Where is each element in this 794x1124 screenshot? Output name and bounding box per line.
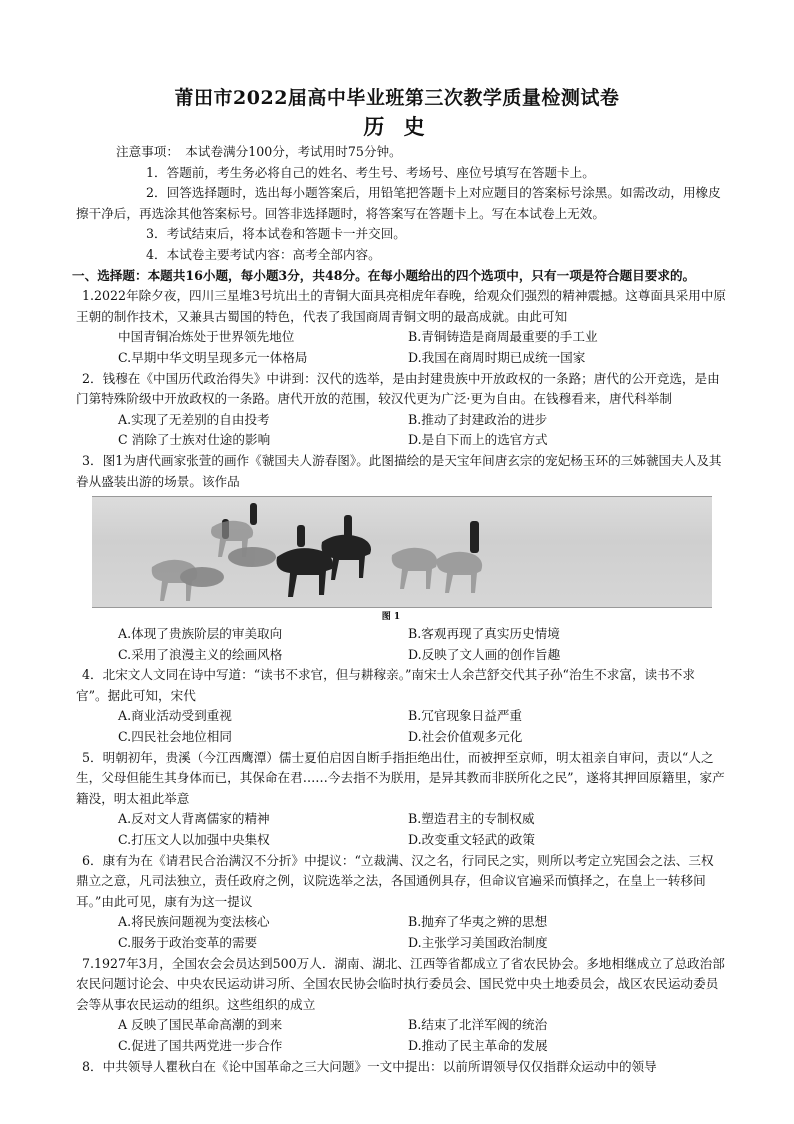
option-a: A.反对文人背离儒家的精神 [118, 811, 270, 827]
question-8-text: 8．中共领导人瞿秋白在《论中国革命之三大问题》一文中提出：以前所谓领导仅仅指群众运动中的领导 [82, 1058, 657, 1074]
option-b: B.塑造君主的专制权威 [408, 811, 535, 827]
option-d: D.是自下而上的选官方式 [408, 432, 548, 448]
question-2-text: 2．钱穆在《中国历代政治得失》中讲到：汉代的选举，是由封建贵族中开放政权的一条路；唐代的公开竞选，是由门第特殊阶级中开放政权的一条路。唐代开放的范围，较汉代更为广泛·更为自由。在钱穆看来，唐代科举制 [76, 370, 720, 407]
option-a: A.将民族问题视为变法核心 [118, 914, 270, 930]
question-7-text: 7.1927年3月，全国农会会员达到500万人．湖南、湖北、江西等省都成立了省农民协会。多地相继成立了总政治部农民问题讨论会、中央农民运动讲习所、全国农民协会临时执行委员会、国民党中央土地委员会，战区农民运动委员会等从事农民运动的组织。这些组织的成立 [76, 955, 725, 1012]
option-c: C.采用了浪漫主义的绘画风格 [118, 646, 283, 662]
option-a: A 反映了国民革命高潮的到来 [118, 1017, 283, 1033]
figure-caption: 图 1 [381, 612, 401, 623]
question-3-options [76, 624, 726, 665]
exam-content [72, 142, 726, 1077]
note-item-2: 2．回答选择题时，选出每小题答案后，用铅笔把答题卡上对应题目的答案标号涂黑。如需改动，用橡皮擦干净后，再选涂其他答案标号。回答非选择题时，将答案写在答题卡上。写在本试卷上无效。 [76, 185, 721, 221]
option-d: D.反映了文人画的创作旨趣 [408, 646, 561, 662]
option-c: C.服务于政治变革的需要 [118, 935, 258, 950]
option-c: C.四民社会地位相同 [118, 729, 232, 745]
note-item-4: 4．本试卷主要考试内容：高考全部内容。 [146, 246, 381, 262]
option-c: C.打压文人以加强中央集权 [118, 832, 270, 848]
option-d: D.改变重文轻武的政策 [408, 832, 535, 848]
option-b: B.客观再现了真实历史情境 [408, 626, 560, 642]
option-d: D.我国在商周时期已成统一国家 [408, 349, 586, 365]
option-d: D.推动了民主革命的发展 [408, 1037, 548, 1053]
exam-title: 莆田市2022届高中毕业班第三次教学质量检测试卷 [174, 87, 620, 109]
option-c: C.早期中华文明呈现多元一体格局 [118, 349, 308, 365]
question-3-text: 3．图1为唐代画家张萱的画作《虢国夫人游春图》。此图描绘的是天宝年间唐玄宗的宠妃杨玉环的三姊虢国夫人及其眷从盛装出游的场景。该作品 [76, 452, 722, 489]
subject-title: 历 史 [363, 114, 431, 139]
option-b: B.冗官现象日益严重 [408, 708, 523, 724]
option-b: B.结束了北洋军阀的统治 [408, 1017, 548, 1033]
question-6-options [76, 912, 726, 953]
question-1-options [76, 327, 726, 368]
notes-heading: 注意事项： 本试卷满分100分，考试用时75分钟。 [116, 144, 402, 159]
question-5-options [76, 809, 726, 850]
option-a: 中国青铜冶炼处于世界领先地位 [118, 329, 295, 345]
option-b: B.抛弃了华夷之辨的思想 [408, 914, 548, 930]
option-a: A.实现了无差别的自由投考 [118, 411, 270, 427]
question-6-text: 6．康有为在《请君民合治满汉不分折》中提议：“立裁满、汉之名，行同民之实，则所以考定立宪国会之法、三权鼎立之意，凡司法独立，责任政府之例，议院选举之法，各国通例具存，但命议官遍采而慎择之，在皇上一转移间耳。”由此可见，康有为这一提议 [76, 852, 714, 909]
painting-figure [92, 496, 712, 608]
option-b: B.青铜铸造是商周最重要的手工业 [408, 329, 598, 345]
note-item-3: 3．考试结束后，将本试卷和答题卡一并交回。 [146, 226, 406, 242]
option-d: D.社会价值观多元化 [408, 729, 523, 745]
option-b: B.推动了封建政治的进步 [408, 411, 548, 427]
question-1-text: 1.2022年除夕夜，四川三星堆3号坑出土的青铜大面具亮相虎年春晚，给观众们强烈的精神震撼。这尊面具采用中原王朝的制作技术，又兼具古蜀国的特色，代表了我国商周青铜文明的最高成就。由此可知 [76, 288, 726, 324]
question-2-options [76, 410, 726, 451]
option-c: C 消除了士族对仕途的影响 [118, 432, 271, 448]
question-7-options [76, 1015, 726, 1056]
question-5-text: 5．明朝初年，贵溪（今江西鹰潭）儒士夏伯启因自断手指拒绝出仕，而被押至京师，明太祖亲自审问，责以“人之生，父母但能生其身体而已，其保命在君……今去指不为朕用，是异其教而非朕所化之民”，遂将其押回原籍里，家产籍没，明太祖此举意 [76, 749, 725, 806]
note-item-1: 1．答题前，考生务必将自己的姓名、考生号、考场号、座位号填写在答题卡上。 [146, 164, 595, 180]
option-c: C.促进了国共两党进一步合作 [118, 1037, 283, 1053]
section-heading: 一、选择题：本题共16小题，每小题3分，共48分。在每小题给出的四个选项中，只有一项是符合题目要求的。 [72, 267, 696, 283]
option-d: D.主张学习美国政治制度 [408, 935, 548, 950]
question-4-options [76, 706, 726, 747]
option-a: A.商业活动受到重视 [118, 708, 232, 724]
question-4-text: 4．北宋文人文同在诗中写道：“读书不求官，但与耕稼亲。”南宋士人余芑舒交代其子孙“治生不求富，读书不求官”。据此可知，宋代 [76, 667, 695, 703]
option-a: A.体现了贵族阶层的审美取向 [118, 626, 283, 642]
